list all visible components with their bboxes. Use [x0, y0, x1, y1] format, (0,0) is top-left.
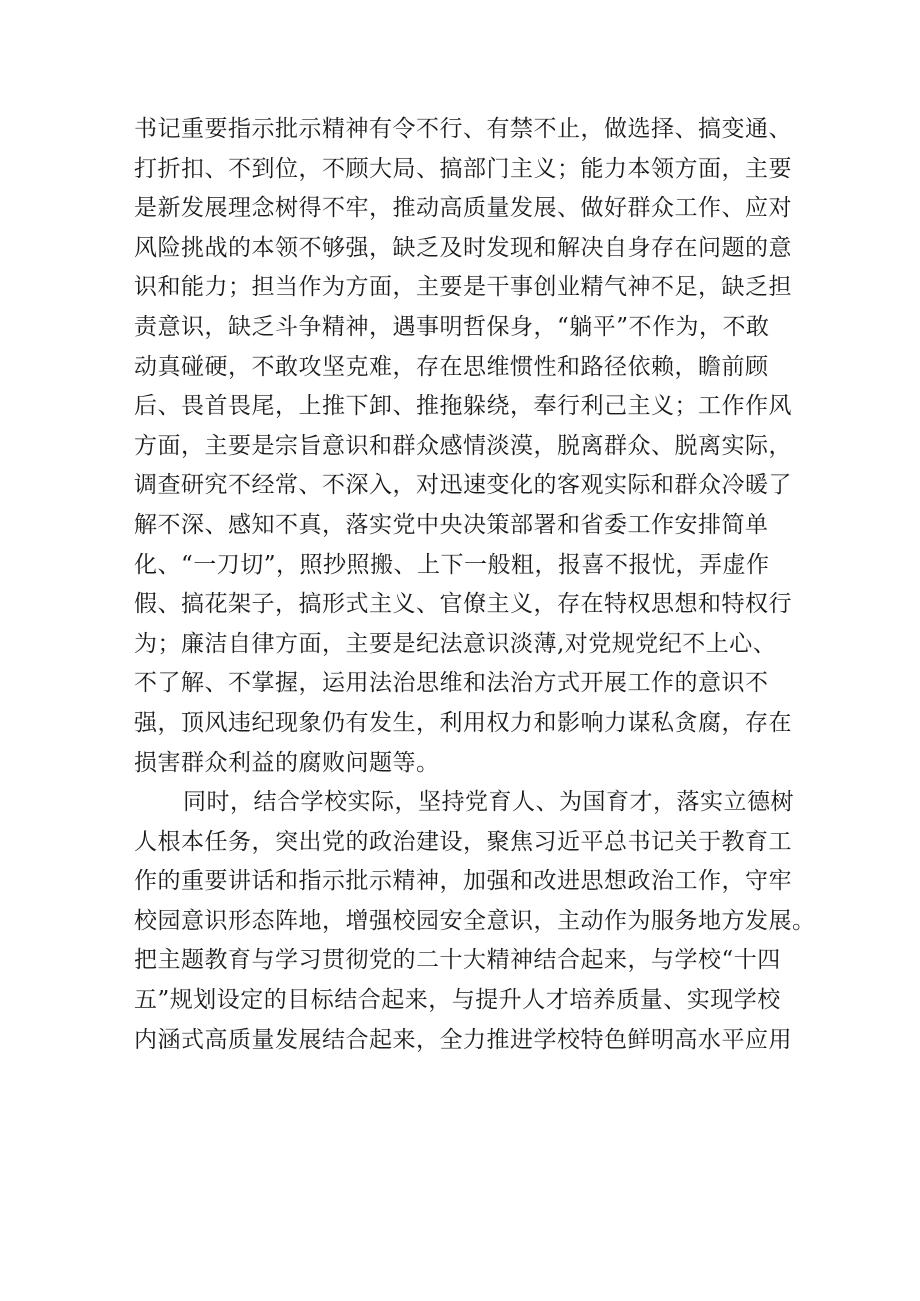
text-line: 化、“一刀切”，照抄照搬、上下一般粗，报喜不报忧，弄虚作 — [134, 551, 770, 578]
text-line: 内涵式高质量发展结合起来，全力推进学校特色鲜明高水平应用 — [134, 1026, 792, 1053]
text-line: 损害群众利益的腐败问题等。 — [134, 749, 440, 776]
document-body — [134, 110, 816, 1060]
text-line: 调查研究不经常、不深入，对迅速变化的客观实际和群众冷暖了 — [134, 472, 792, 499]
text-line: 人根本任务，突出党的政治建设，聚焦习近平总书记关于教育工 — [134, 828, 792, 855]
text-line: 动真碰硬，不敢攻坚克难，存在思维惯性和路径依赖，瞻前顾 — [134, 353, 769, 380]
text-line: 后、畏首畏尾，上推下卸、推拖躲绕，奉行利己主义；工作作风 — [134, 393, 792, 420]
text-line: 是新发展理念树得不牢，推动高质量发展、做好群众工作、应对 — [134, 195, 792, 222]
text-line: 校园意识形态阵地，增强校园安全意识，主动作为服务地方发展。 — [134, 907, 816, 934]
text-line: 方面，主要是宗旨意识和群众感情淡漠，脱离群众、脱离实际， — [134, 432, 792, 459]
text-line: 书记重要指示批示精神有令不行、有禁不止，做选择、搞变通、 — [134, 116, 792, 142]
text-line: 风险挑战的本领不够强，缺乏及时发现和解决自身存在问题的意 — [134, 234, 792, 261]
text-line: 为；廉洁自律方面，主要是纪法意识淡薄,对党规党纪不上心、 — [134, 630, 777, 657]
text-line: 识和能力；担当作为方面，主要是干事创业精气神不足，缺乏担 — [134, 274, 792, 301]
text-line: 假、搞花架子，搞形式主义、官僚主义，存在特权思想和特权行 — [134, 591, 792, 618]
text-line: 把主题教育与学习贯彻党的二十大精神结合起来，与学校“十四 — [134, 947, 781, 974]
text-line: 责意识，缺乏斗争精神，遇事明哲保身，“躺平”不作为，不敢 — [134, 313, 770, 340]
text-line: 强，顶风违纪现象仍有发生，利用权力和影响力谋私贪腐，存在 — [134, 709, 792, 736]
text-line: 解不深、感知不真，落实党中央决策部署和省委工作安排简单 — [134, 511, 769, 538]
text-line: 作的重要讲话和指示批示精神，加强和改进思想政治工作，守牢 — [134, 868, 792, 895]
text-line: 打折扣、不到位，不顾大局、搞部门主义；能力本领方面，主要 — [134, 155, 792, 182]
text-line: 同时，结合学校实际，坚持党育人、为国育才，落实立德树 — [183, 789, 794, 816]
text-line: 五”规划设定的目标结合起来，与提升人才培养质量、实现学校 — [134, 987, 781, 1014]
text-line: 不了解、不掌握，运用法治思维和法治方式开展工作的意识不 — [134, 670, 769, 697]
